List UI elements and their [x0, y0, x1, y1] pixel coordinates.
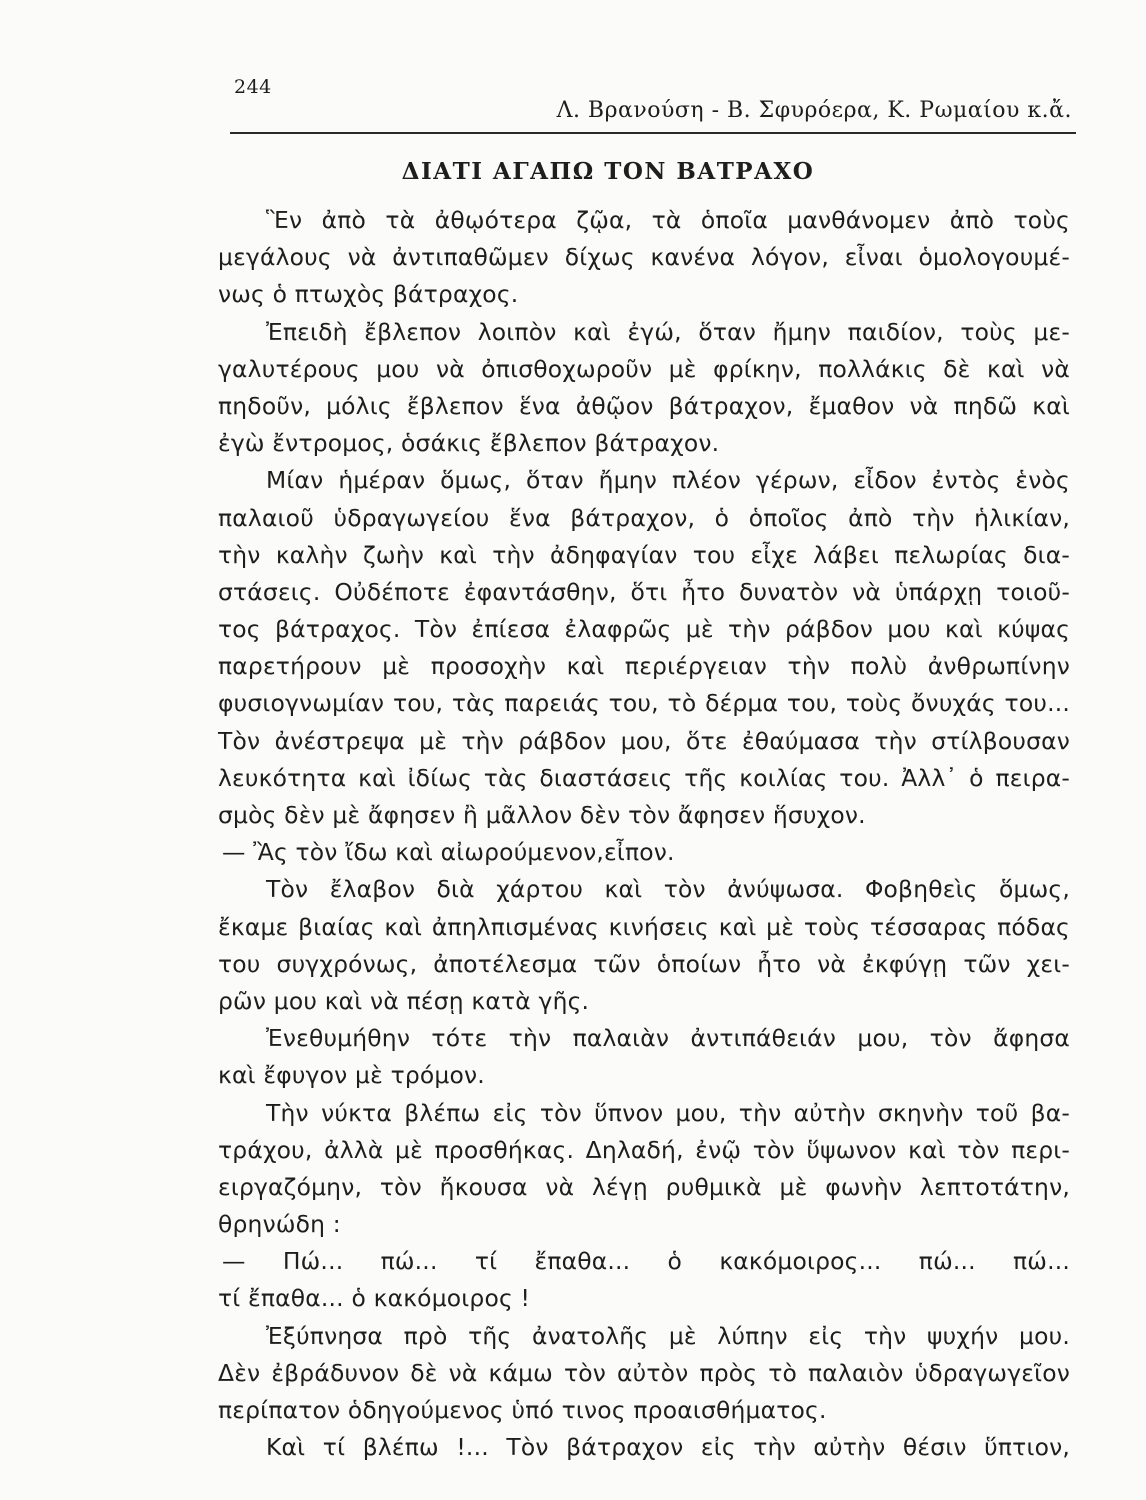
text-line: καὶ ἔφυγον μὲ τρόμον. [218, 1061, 485, 1090]
running-head: Λ. Βρανούση - Β. Σφυρόερα, Κ. Ρωμαίου κ.ἄ. [556, 98, 1072, 123]
text-line: Μίαν ἡμέραν ὅμως, ὅταν ἤμην πλέον γέρων, εἶδον ἐντὸς ἑνὸς [266, 466, 1070, 495]
text-line: Τὸν ἔλαβον διὰ χάρτου καὶ τὸν ἀνύψωσα. Φοβηθεὶς ὅμως, [266, 875, 1070, 904]
text-line: τος βάτραχος. Τὸν ἐπίεσα ἐλαφρῶς μὲ τὴν ράβδον μου καὶ κύψας [218, 615, 1070, 644]
chapter-title: ΔΙΑΤΙ ΑΓΑΠΩ ΤΟΝ ΒΑΤΡΑΧΟ [401, 158, 815, 185]
text-line: μεγάλους νὰ ἀντιπαθῶμεν δίχως κανένα λόγον, εἶναι ὁμολογουμέ- [218, 243, 1070, 272]
text-line: περίπατον ὁδηγούμενος ὑπό τινος προαισθήματος. [218, 1396, 827, 1424]
text-line: σμὸς δὲν μὲ ἄφησεν ἢ μᾶλλον δὲν τὸν ἄφησεν ἥσυχον. [218, 801, 866, 829]
text-line: Τὴν νύκτα βλέπω εἰς τὸν ὕπνον μου, τὴν αὐτὴν σκηνὴν τοῦ βα- [266, 1098, 1070, 1127]
text-line: — Ἂς τὸν ἴδω καὶ αἰωρούμενον,εἶπον. [222, 838, 675, 867]
text-line: ειργαζόμην, τὸν ἤκουσα νὰ λέγῃ ρυθμικὰ μὲ φωνὴν λεπτοτάτην, [218, 1172, 1070, 1201]
text-line: φυσιογνωμίαν του, τὰς παρειάς του, τὸ δέρμα του, τοὺς ὄνυχάς του... [218, 689, 1070, 718]
text-line: παρετήρουν μὲ προσοχὴν καὶ περιέργειαν τὴν πολὺ ἀνθρωπίνην [218, 652, 1070, 681]
text-line: του συγχρόνως, ἀποτέλεσμα τῶν ὁποίων ἦτο νὰ ἐκφύγῃ τῶν χει- [218, 949, 1070, 978]
text-line: — Πώ... πώ... τί ἔπαθα... ὁ κακόμοιρος... πώ... πώ... [222, 1247, 1070, 1276]
body-text [218, 202, 1070, 1466]
text-line: νως ὁ πτωχὸς βάτραχος. [218, 280, 519, 309]
text-line: Ἐνεθυμήθην τότε τὴν παλαιὰν ἀντιπάθειάν μου, τὸν ἄφησα [266, 1024, 1070, 1053]
text-line: ἔκαμε βιαίας καὶ ἀπηλπισμένας κινήσεις καὶ μὲ τοὺς τέσσαρας πόδας [218, 912, 1070, 941]
text-line: γαλυτέρους μου νὰ ὀπισθοχωροῦν μὲ φρίκην, πολλάκις δὲ καὶ νὰ [218, 354, 1070, 383]
text-line: Ἐξύπνησα πρὸ τῆς ἀνατολῆς μὲ λύπην εἰς τὴν ψυχήν μου. [266, 1321, 1070, 1350]
text-line: τράχου, ἀλλὰ μὲ προσθήκας. Δηλαδή, ἐνῷ τὸν ὕψωνον καὶ τὸν περι- [218, 1135, 1070, 1164]
text-line: Δὲν ἐβράδυνον δὲ νὰ κάμω τὸν αὐτὸν πρὸς τὸ παλαιὸν ὑδραγωγεῖον [218, 1358, 1070, 1387]
text-line: Ἐπειδὴ ἔβλεπον λοιπὸν καὶ ἐγώ, ὅταν ἤμην παιδίον, τοὺς με- [266, 317, 1070, 346]
page-header [230, 72, 1076, 134]
text-line: Τὸν ἀνέστρεψα μὲ τὴν ράβδον μου, ὅτε ἐθαύμασα τὴν στίλβουσαν [218, 726, 1070, 755]
text-line: Καὶ τί βλέπω !... Τὸν βάτραχον εἰς τὴν αὐτὴν θέσιν ὕπτιον, [266, 1433, 1070, 1462]
page-number: 244 [234, 76, 272, 98]
text-line: στάσεις. Οὐδέποτε ἐφαντάσθην, ὅτι ἦτο δυνατὸν νὰ ὑπάρχῃ τοιοῦ- [218, 577, 1070, 606]
text-line: τὴν καλὴν ζωὴν καὶ τὴν ἀδηφαγίαν του εἶχε λάβει πελωρίας δια- [218, 540, 1070, 569]
text-line: ρῶν μου καὶ νὰ πέσῃ κατὰ γῆς. [218, 986, 590, 1015]
text-line: θρηνώδη : [218, 1210, 341, 1239]
text-line: Ἓν ἀπὸ τὰ ἀθῳότερα ζῷα, τὰ ὁποῖα μανθάνομεν ἀπὸ τοὺς [266, 206, 1070, 234]
text-line: πηδοῦν, μόλις ἔβλεπον ἕνα ἀθῷον βάτραχον, ἔμαθον νὰ πηδῶ καὶ [218, 391, 1070, 420]
text-line: ἐγὼ ἔντρομος, ὁσάκις ἔβλεπον βάτραχον. [218, 429, 720, 458]
text-line: παλαιοῦ ὑδραγωγείου ἕνα βάτραχον, ὁ ὁποῖος ἀπὸ τὴν ἡλικίαν, [218, 503, 1070, 532]
text-line: τί ἔπαθα... ὁ κακόμοιρος ! [218, 1284, 531, 1313]
text-line: λευκότητα καὶ ἰδίως τὰς διαστάσεις τῆς κοιλίας του. Ἀλλ᾽ ὁ πειρα- [218, 763, 1070, 792]
